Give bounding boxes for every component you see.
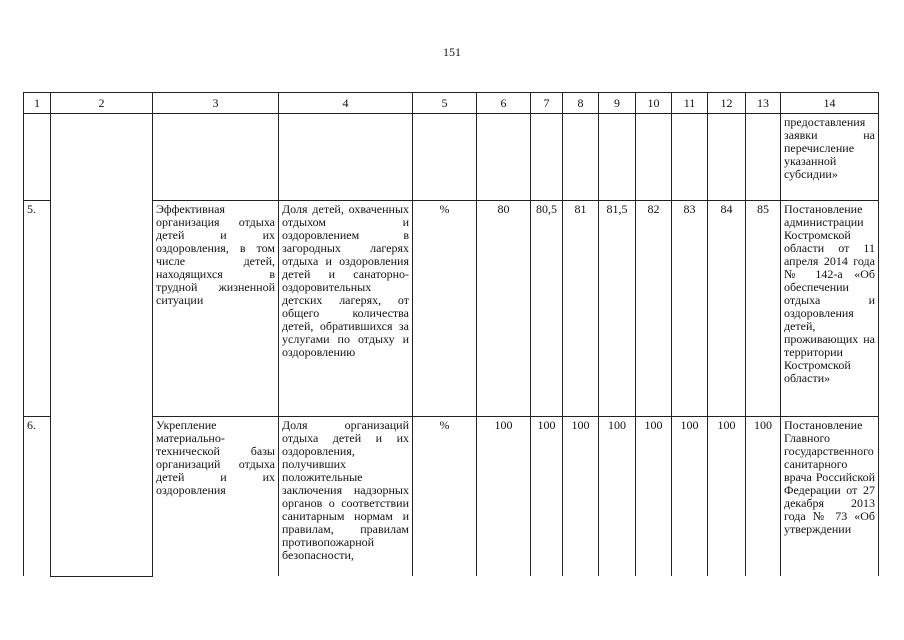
header-cell: 14: [781, 93, 879, 114]
value-cell: 100: [477, 417, 531, 577]
value-cell: 81,5: [599, 201, 636, 417]
value-cell: 84: [708, 201, 746, 417]
row-number: 6.: [24, 417, 51, 577]
header-cell: 4: [279, 93, 413, 114]
header-cell: 6: [477, 93, 531, 114]
header-cell: 1: [24, 93, 51, 114]
legal-basis-cell: Постановление Главного государственного санитарного врача Российской Федерации от 27 декабря 2013 года № 73 «Об утверждении: [781, 417, 879, 577]
value-cell: [477, 114, 531, 201]
unit-cell: [413, 114, 477, 201]
value-cell: [599, 114, 636, 201]
value-cell: [563, 114, 599, 201]
header-cell: 12: [708, 93, 746, 114]
header-cell: 8: [563, 93, 599, 114]
value-cell: [708, 114, 746, 201]
header-cell: 11: [672, 93, 708, 114]
header-cell: 13: [746, 93, 781, 114]
value-cell: 80: [477, 201, 531, 417]
value-cell: 82: [636, 201, 672, 417]
row-number: 5.: [24, 201, 51, 417]
value-cell: 100: [563, 417, 599, 577]
value-cell: 80,5: [531, 201, 563, 417]
value-cell: 100: [672, 417, 708, 577]
value-cell: [531, 114, 563, 201]
header-cell: 10: [636, 93, 672, 114]
value-cell: 100: [636, 417, 672, 577]
legal-basis-cell: Постановление администрации Костромской области от 11 апреля 2014 года № 142-а «Об обеспечении отдыха и оздоровления детей, проживающих на территории Костромской области»: [781, 201, 879, 417]
indicator-cell: Доля организаций отдыха детей и их оздоровления, получивших положительные заключения надзорных органов о соответствии санитарным нормам и правилам, правилам противопожарной безопасности,: [279, 417, 413, 577]
value-cell: 81: [563, 201, 599, 417]
value-cell: [672, 114, 708, 201]
unit-cell: %: [413, 417, 477, 577]
header-cell: 7: [531, 93, 563, 114]
value-cell: 85: [746, 201, 781, 417]
task-cell: Укрепление материально-технической базы организаций отдыха детей и их оздоровления: [153, 417, 279, 577]
value-cell: 83: [672, 201, 708, 417]
header-cell: 5: [413, 93, 477, 114]
table-header-row: [24, 93, 879, 114]
value-cell: 100: [599, 417, 636, 577]
indicator-cell: [279, 114, 413, 201]
data-table: [23, 92, 879, 577]
table-row: [24, 114, 879, 201]
page-number: 151: [443, 45, 461, 59]
value-cell: [746, 114, 781, 201]
header-cell: 2: [51, 93, 153, 114]
table-row: [24, 201, 879, 417]
table-row: [24, 417, 879, 577]
header-cell: 3: [153, 93, 279, 114]
value-cell: 100: [746, 417, 781, 577]
task-cell: [153, 114, 279, 201]
task-cell: Эффективная организация отдыха детей и их оздоровления, в том числе детей, находящихся в трудной жизненной ситуации: [153, 201, 279, 417]
row-number: [24, 114, 51, 201]
value-cell: [636, 114, 672, 201]
legal-basis-cell: предоставления заявки на перечисление указанной субсидии»: [781, 114, 879, 201]
column-2-cell: [51, 114, 153, 577]
value-cell: 100: [708, 417, 746, 577]
unit-cell: %: [413, 201, 477, 417]
header-cell: 9: [599, 93, 636, 114]
indicator-cell: Доля детей, охваченных отдыхом и оздоровлением в загородных лагерях отдыха и оздоровления детей и санаторно-оздоровительных детских лагерях, от общего количества детей, обратившихся за услугами по отдыху и оздоровлению: [279, 201, 413, 417]
value-cell: 100: [531, 417, 563, 577]
